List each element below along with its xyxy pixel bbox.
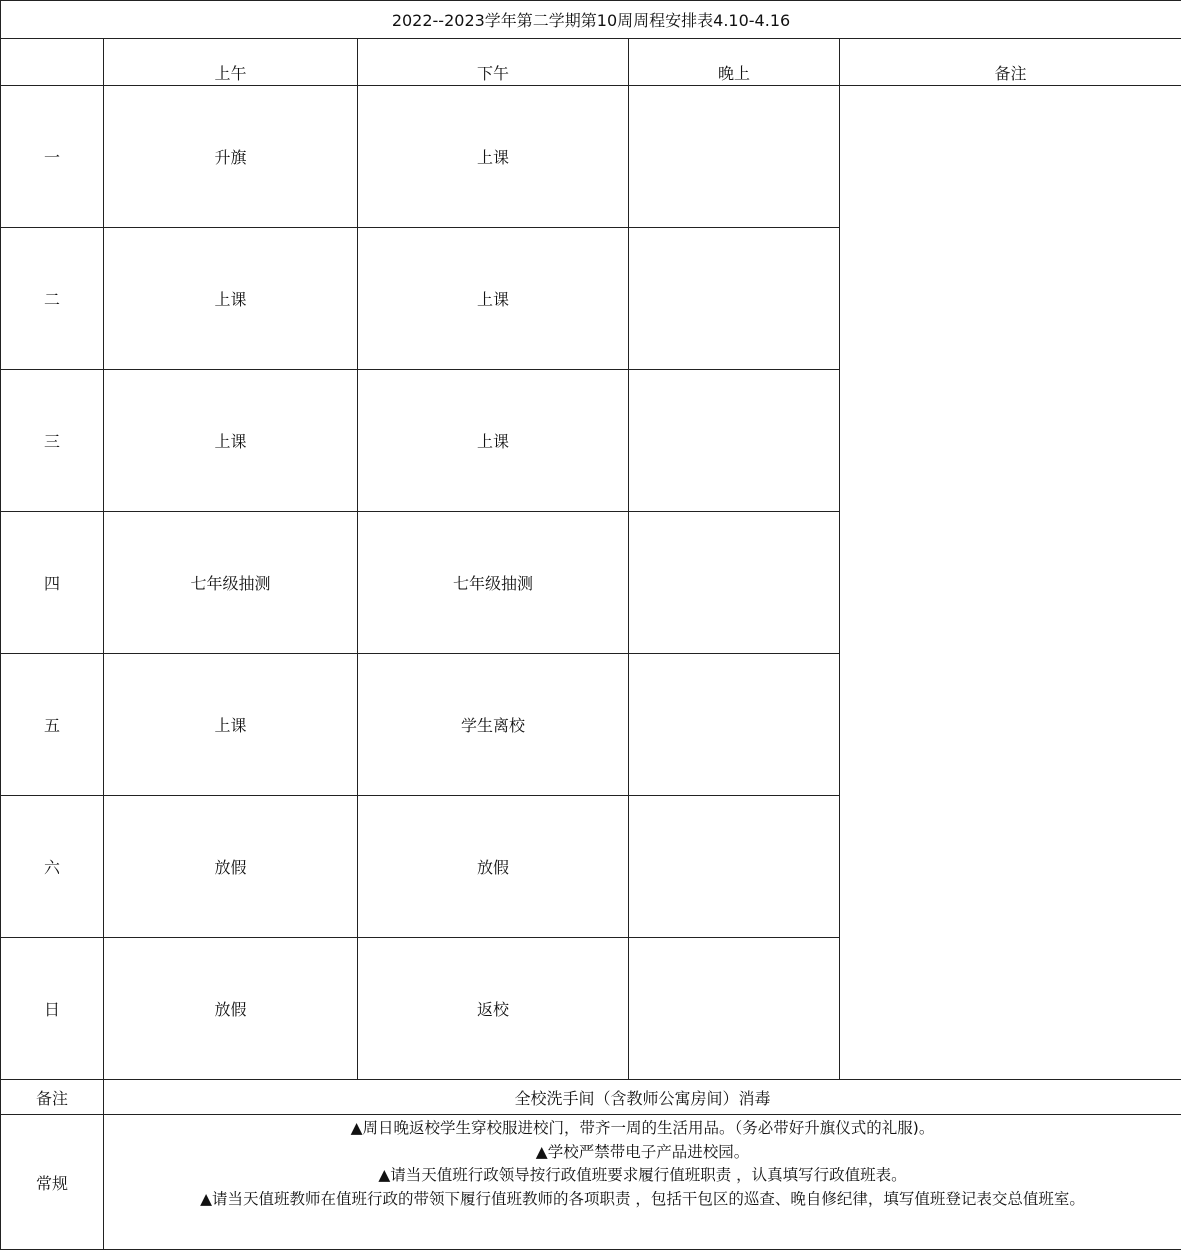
header-remarks: 备注 <box>840 39 1181 86</box>
morning-cell: 放假 <box>104 796 358 938</box>
evening-cell <box>629 370 840 512</box>
header-evening: 晚上 <box>629 39 840 86</box>
day-label: 一 <box>1 86 104 228</box>
evening-cell <box>629 228 840 370</box>
evening-cell <box>629 938 840 1080</box>
table-row <box>1 86 1181 228</box>
day-label: 三 <box>1 370 104 512</box>
morning-cell: 上课 <box>104 228 358 370</box>
day-label: 四 <box>1 512 104 654</box>
day-label: 五 <box>1 654 104 796</box>
morning-cell: 放假 <box>104 938 358 1080</box>
afternoon-cell: 上课 <box>358 228 629 370</box>
afternoon-cell: 放假 <box>358 796 629 938</box>
morning-cell: 七年级抽测 <box>104 512 358 654</box>
regular-text-cell <box>104 1115 1181 1250</box>
header-row <box>1 39 1181 86</box>
afternoon-cell: 学生离校 <box>358 654 629 796</box>
morning-cell: 上课 <box>104 370 358 512</box>
notes-row <box>1 1080 1181 1115</box>
afternoon-cell: 上课 <box>358 370 629 512</box>
header-morning: 上午 <box>104 39 358 86</box>
day-label: 日 <box>1 938 104 1080</box>
regular-line: ▲学校严禁带电子产品进校园。 <box>535 1142 750 1161</box>
header-corner <box>1 39 104 86</box>
day-label: 二 <box>1 228 104 370</box>
evening-cell <box>629 512 840 654</box>
evening-cell <box>629 86 840 228</box>
remarks-column-cell <box>840 86 1181 1080</box>
afternoon-cell: 返校 <box>358 938 629 1080</box>
regular-line: ▲周日晚返校学生穿校服进校门，带齐一周的生活用品。（务必带好升旗仪式的礼服)。 <box>350 1119 935 1137</box>
page-title: 2022--2023学年第二学期第10周周程安排表4.10-4.16 <box>1 1 1181 39</box>
regular-row <box>1 1115 1181 1250</box>
day-label: 六 <box>1 796 104 938</box>
header-afternoon: 下午 <box>358 39 629 86</box>
afternoon-cell: 七年级抽测 <box>358 512 629 654</box>
afternoon-cell: 上课 <box>358 86 629 228</box>
regular-label: 常规 <box>1 1115 104 1250</box>
evening-cell <box>629 654 840 796</box>
regular-line: ▲请当天值班教师在值班行政的带领下履行值班教师的各项职责 ，包括干包区的巡查、晚自修纪律，填写值班登记表交总值班室。 <box>200 1189 1085 1208</box>
morning-cell: 上课 <box>104 654 358 796</box>
morning-cell: 升旗 <box>104 86 358 228</box>
notes-label: 备注 <box>1 1080 104 1115</box>
regular-line: ▲请当天值班行政领导按行政值班要求履行值班职责 ，认真填写行政值班表。 <box>378 1166 907 1184</box>
evening-cell <box>629 796 840 938</box>
notes-text: 全校洗手间（含教师公寓房间）消毒 <box>104 1080 1181 1115</box>
